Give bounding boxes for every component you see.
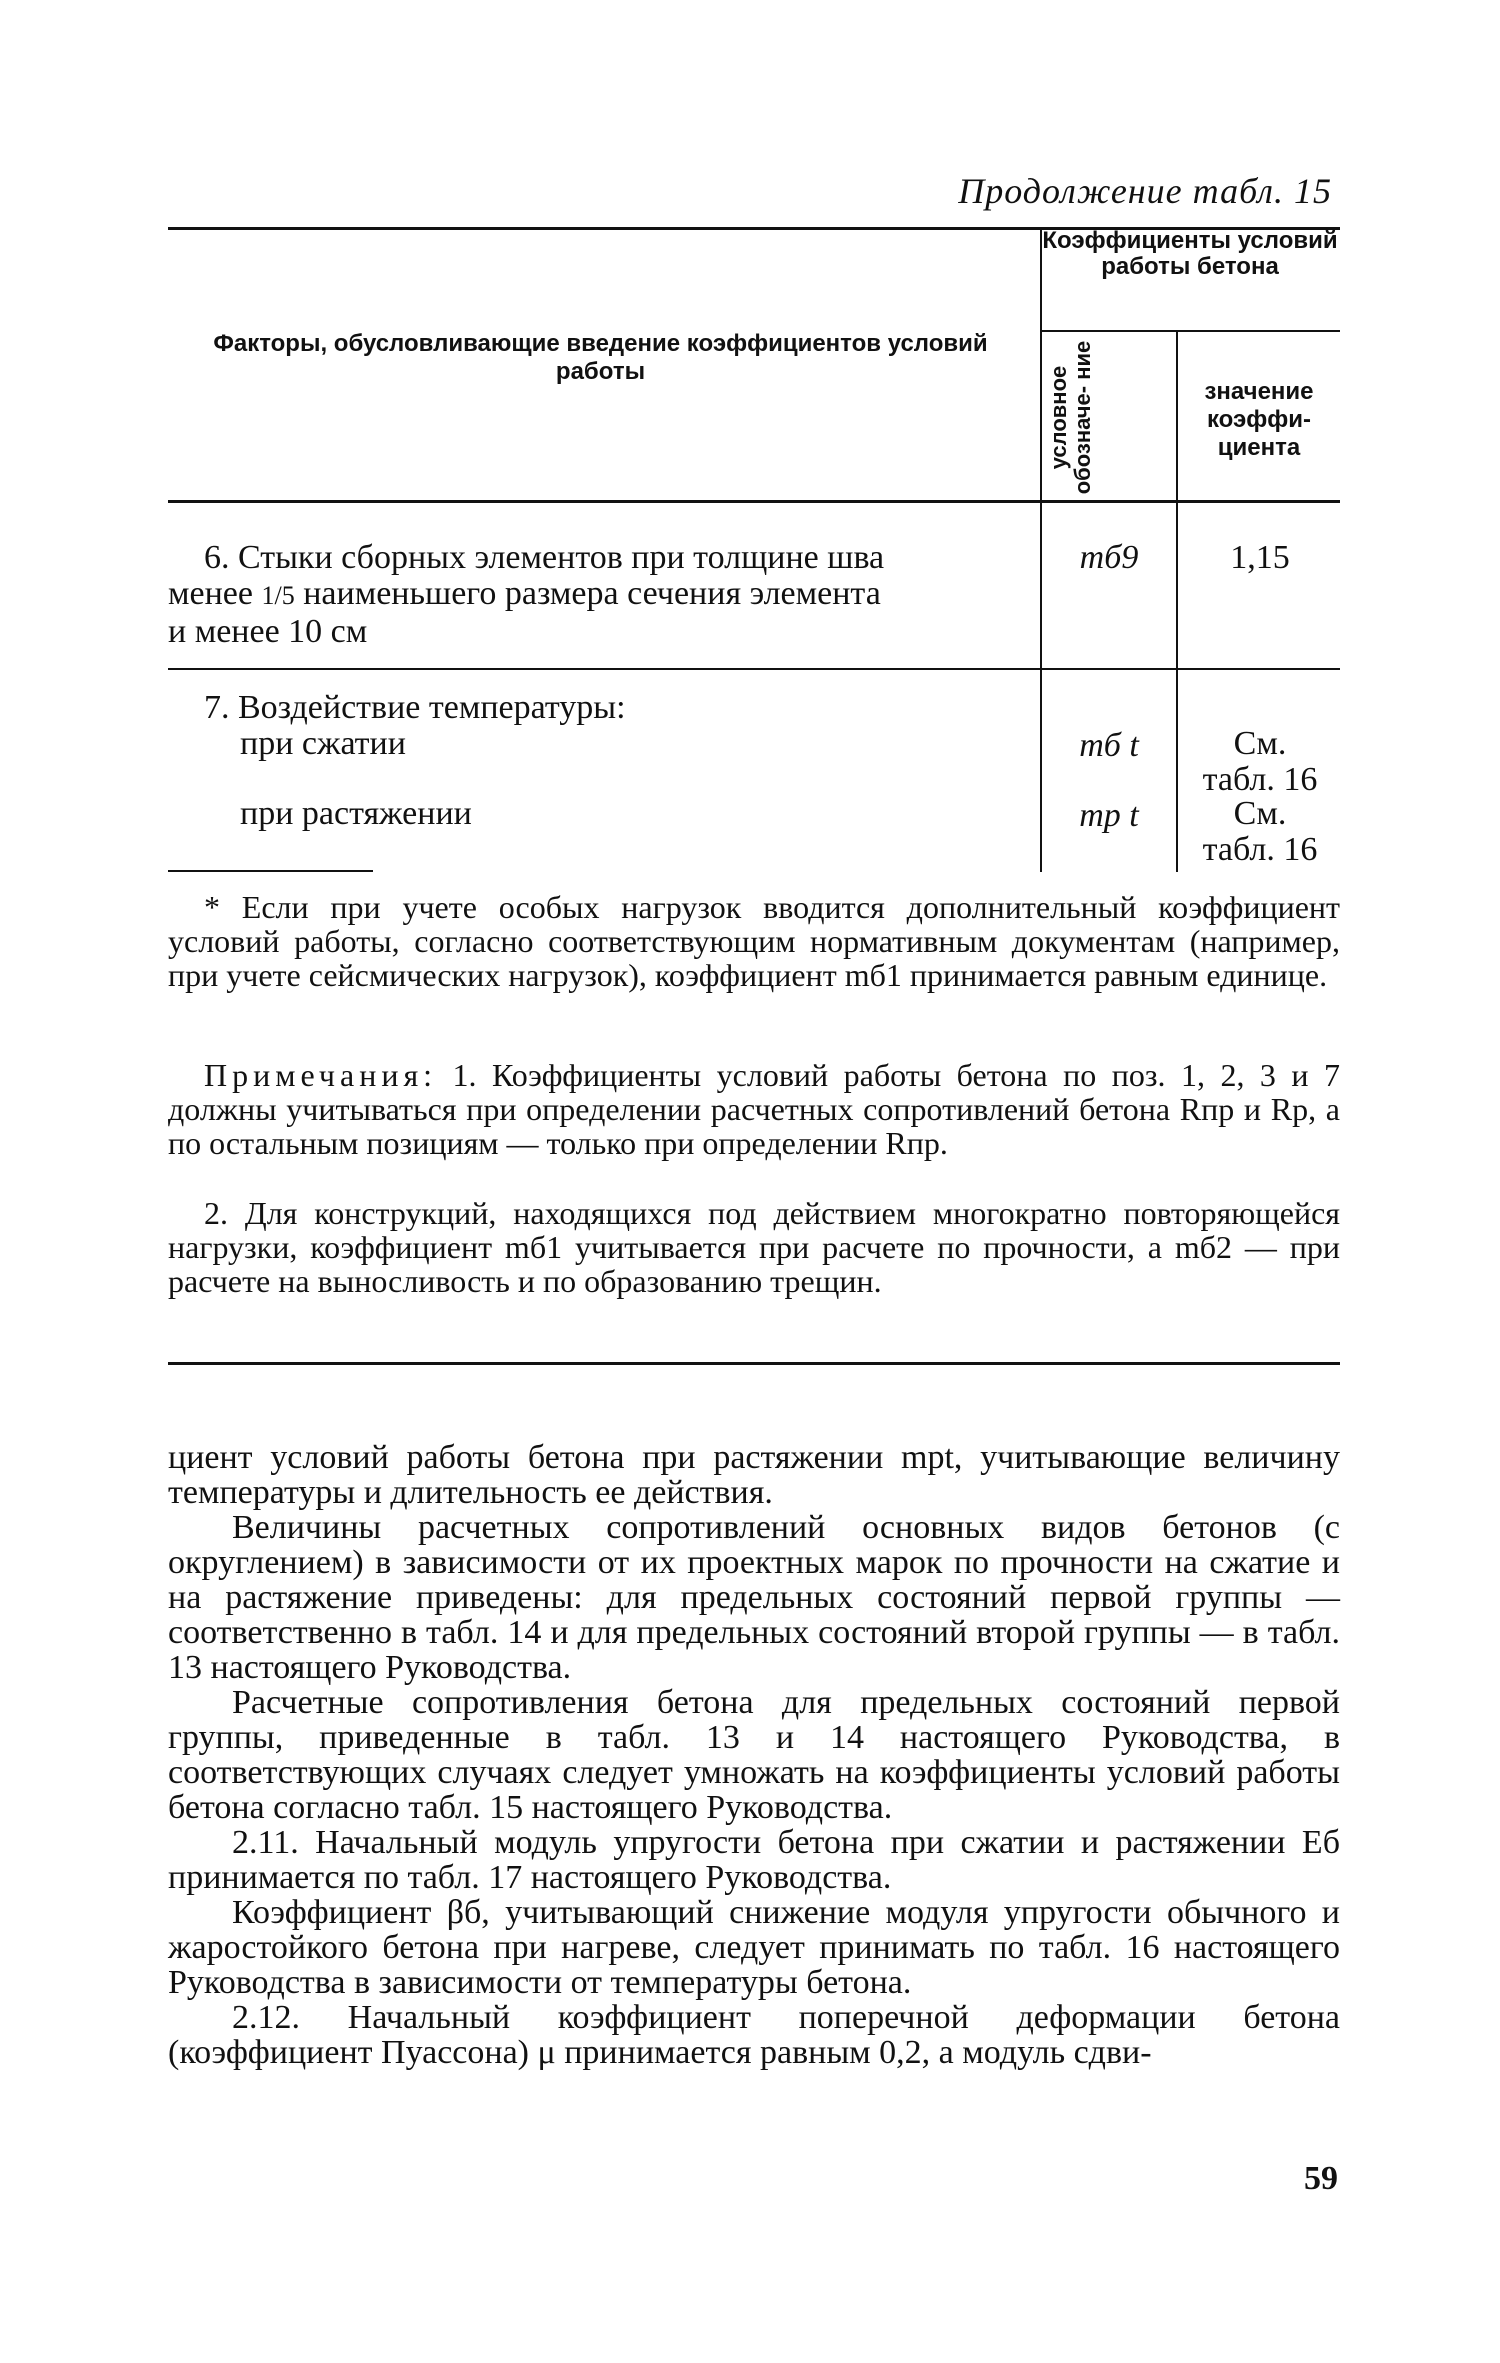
row6-factor: [168, 540, 1028, 650]
row7-tension: при растяжении: [240, 795, 472, 832]
page-number: 59: [1304, 2160, 1338, 2197]
row7-symbol-tension: mр t: [1079, 797, 1139, 834]
row7-symbol-compression: mб t: [1079, 727, 1139, 764]
row7-value-tension: [1180, 796, 1340, 868]
row7-value-compression: [1180, 726, 1340, 798]
note-2: 2. Для конструкций, находящихся под действием многократно повторяющейся нагрузки, коэффициент mб1 учитывается при расчете по прочности, а mб2 — при расчете на выносливость и по образованию трещин.: [168, 1195, 1340, 1299]
row6-line2: [168, 576, 1028, 614]
row6-line1: 6. Стыки сборных элементов при толщине шва: [204, 539, 885, 576]
footnote-rule: [168, 870, 373, 872]
table-footnote: * Если при учете особых нагрузок вводится дополнительный коэффициент условий работы, согласно соответствующим нормативным документам (например, при учете сейсмических нагрузок), коэффициент mб1 принимается равным единице.: [168, 889, 1340, 993]
header-symbol: условное обозначе- ние: [1046, 340, 1095, 495]
body-text: [168, 1440, 1340, 2070]
table-caption: Продолжение табл. 15: [958, 171, 1332, 211]
header-factors: Факторы, обусловливающие введение коэффициентов условий работы: [213, 330, 988, 385]
row7-title: 7. Воздействие температуры:: [204, 689, 626, 726]
row7-value2-a: См.: [1233, 795, 1287, 832]
column-divider-1: [1040, 227, 1042, 872]
notes-label: Примечания:: [204, 1057, 438, 1093]
body-paragraph-4: 2.11. Начальный модуль упругости бетона при сжатии и растяжении Eб принимается по табл. 17 настоящего Руководства.: [168, 1824, 1340, 1896]
note-1-text: 1. Коэффициенты условий работы бетона по поз. 1, 2, 3 и 7 должны учитываться при определении расчетных сопротивлений бетона Rпр и Rр, а по остальным позициям — только при определении Rпр.: [168, 1057, 1341, 1161]
row7-value2-b: табл. 16: [1202, 831, 1318, 868]
body-paragraph-3: Расчетные сопротивления бетона для предельных состояний первой группы, приведенные в табл. 13 и 14 настоящего Руководства, в соответствующих случаях следует умножать на коэффициенты условий работы бетона согласно табл. 15 настоящего Руководства.: [168, 1684, 1340, 1826]
header-value: значение коэффи- циента: [1204, 378, 1314, 461]
header-coefficients: Коэффициенты условий работы бетона: [1042, 227, 1338, 280]
row7-value1-a: См.: [1233, 725, 1287, 762]
row6-value: 1,15: [1230, 539, 1290, 576]
row7-compression: при сжатии: [240, 725, 406, 762]
row6-fraction: 1/5: [261, 581, 295, 610]
row6-line2-b: наименьшего размера сечения элемента: [294, 575, 881, 612]
row-separator-rule: [168, 668, 1340, 670]
body-paragraph-2: Величины расчетных сопротивлений основных видов бетонов (с округлением) в зависимости от их проектных марок по прочности на сжатие и на растяжение приведены: для предельных состояний первой группы — соответственно в табл. 14 и для предельных состояний второй группы — в табл. 13 настоящего Руководства.: [168, 1509, 1340, 1686]
note-1: [168, 1058, 1340, 1160]
row6-line2-a: менее: [168, 575, 262, 612]
row6-line3: и менее 10 см: [168, 613, 368, 650]
body-paragraph-1: циент условий работы бетона при растяжении mрt, учитывающие величину температуры и длительность ее действия.: [168, 1439, 1340, 1511]
body-paragraph-5: Коэффициент βб, учитывающий снижение модуля упругости обычного и жаростойкого бетона при нагреве, следует принимать по табл. 16 настоящего Руководства в зависимости от температуры бетона.: [168, 1894, 1340, 2001]
body-paragraph-6: 2.12. Начальный коэффициент поперечной деформации бетона (коэффициент Пуассона) μ принимается равным 0,2, а модуль сдви-: [168, 1999, 1340, 2071]
section-bottom-rule: [168, 1362, 1340, 1365]
row7-value1-b: табл. 16: [1202, 761, 1318, 798]
row6-symbol: mб9: [1079, 539, 1139, 576]
